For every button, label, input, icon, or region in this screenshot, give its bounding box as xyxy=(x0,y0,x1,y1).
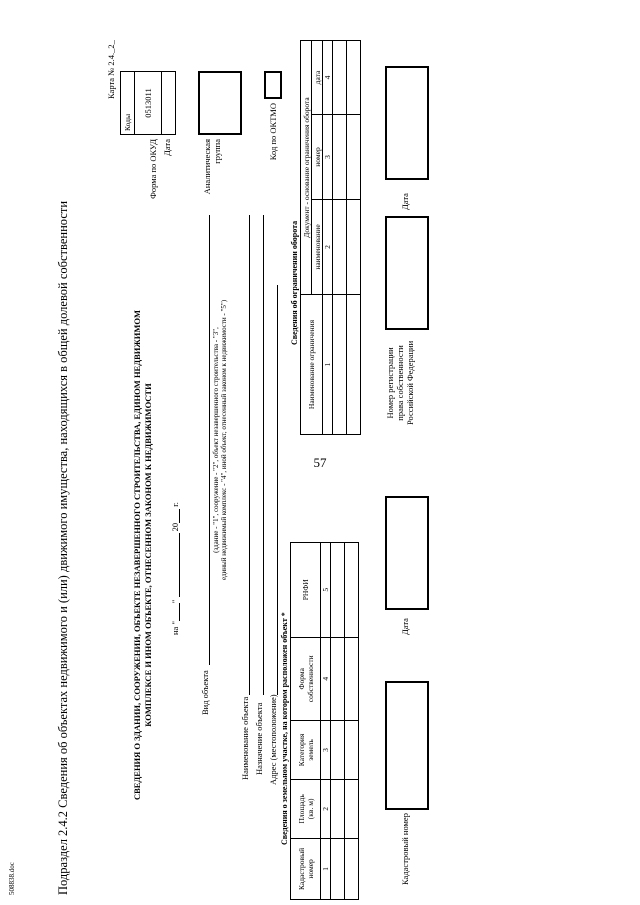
restriction-data-cell[interactable] xyxy=(333,115,347,200)
analytic-group-box[interactable] xyxy=(198,71,242,135)
restriction-doc-header: Документ - основание ограничения оборота xyxy=(301,41,312,295)
object-type-field[interactable] xyxy=(208,215,210,665)
land-data-cell[interactable] xyxy=(331,838,345,899)
land-data-cell[interactable] xyxy=(345,637,359,720)
object-type-hint-line1: (здание - "1", сооружение - "2", объект незавершенного строительства - "3", xyxy=(212,327,220,553)
land-data-cell[interactable] xyxy=(345,838,359,899)
date-prefix: на " xyxy=(170,621,180,635)
restriction-table-caption: Сведения об ограничении оборота xyxy=(290,220,299,345)
restriction-data-cell[interactable] xyxy=(333,200,347,295)
land-col-header-3: Категория земель xyxy=(291,720,321,779)
analytic-group-label-line2: группа xyxy=(212,139,222,164)
analytic-group-label xyxy=(202,139,222,215)
codes-box xyxy=(120,71,176,135)
subsection-title: Подраздел 2.4.2 Сведения об объектах недвижимого и (или) движимого имущества, находящихся в общей долевой собственности xyxy=(56,200,70,895)
cadastral-number-label: Кадастровый номер xyxy=(400,813,410,885)
restriction-doc-date-header: дата xyxy=(312,41,323,115)
land-plot-table xyxy=(290,542,359,900)
restriction-col-number: 1 xyxy=(323,295,333,435)
land-col-header-2: Площадь (кв. м) xyxy=(291,779,321,838)
land-col-number: 4 xyxy=(321,637,331,720)
restriction-data-cell[interactable] xyxy=(347,41,361,115)
date-suffix: г. xyxy=(170,502,180,507)
land-data-cell[interactable] xyxy=(331,720,345,779)
object-purpose-label: Назначение объекта xyxy=(254,702,264,775)
registration-label-line3: Российской Федерации xyxy=(405,340,415,425)
object-type-hint xyxy=(212,215,228,665)
registration-label xyxy=(385,341,415,425)
month-blank[interactable] xyxy=(170,533,180,597)
restriction-data-cell[interactable] xyxy=(333,41,347,115)
analytic-group-label-line1: Аналитическая xyxy=(202,139,212,195)
restriction-table xyxy=(300,40,361,435)
form-title-line1: СВЕДЕНИЯ О ЗДАНИИ, СООРУЖЕНИИ, ОБЪЕКТЕ НЕЗАВЕРШЕННОГО СТРОИТЕЛЬСТВА, ЕДИНОМ НЕДВИЖИМОМ xyxy=(132,309,142,801)
land-table-caption: Сведения о земельном участке, на котором расположен объект * xyxy=(280,612,289,845)
date-mid: " xyxy=(170,599,180,604)
object-name-field[interactable] xyxy=(248,215,250,695)
cadastral-number-box[interactable] xyxy=(385,681,429,810)
land-data-cell[interactable] xyxy=(345,720,359,779)
restriction-col-number: 3 xyxy=(323,115,333,200)
day-blank[interactable] xyxy=(170,603,180,621)
land-data-cell[interactable] xyxy=(345,543,359,638)
restriction-data-cell[interactable] xyxy=(347,295,361,435)
okud-value: 0513011 xyxy=(135,72,162,134)
date-code-cell[interactable] xyxy=(162,72,174,134)
land-col-number: 1 xyxy=(321,838,331,899)
year-blank[interactable] xyxy=(170,509,180,523)
land-col-number: 3 xyxy=(321,720,331,779)
restriction-data-cell[interactable] xyxy=(347,200,361,295)
restriction-doc-name-header: наименование xyxy=(312,200,323,295)
bottom-date-box-1[interactable] xyxy=(385,496,429,610)
registration-number-box[interactable] xyxy=(385,216,429,330)
page-number: 57 xyxy=(313,455,327,470)
object-type-label: Вид объекта xyxy=(200,670,210,715)
registration-label-line1: Номер регистрации xyxy=(385,347,395,419)
registration-label-line2: права собственности xyxy=(395,345,405,421)
form-title-line2: КОМПЛЕКСЕ И ИНОМ ОБЪЕКТЕ, ОТНЕСЕННОМ ЗАКОНОМ К НЕДВИЖИМОСТИ xyxy=(143,383,153,727)
oktmo-box[interactable] xyxy=(264,71,282,99)
form-title xyxy=(132,205,154,905)
land-col-number: 2 xyxy=(321,779,331,838)
object-purpose-field[interactable] xyxy=(262,215,264,695)
object-name-label: Наименование объекта xyxy=(240,696,250,780)
land-col-header-4: Форма собственности xyxy=(291,637,321,720)
footer-file-code: 508838.doc xyxy=(8,862,16,895)
address-label: Адрес (местоположение) xyxy=(268,694,278,785)
restriction-name-header: Наименование ограничения xyxy=(301,295,323,435)
land-data-cell[interactable] xyxy=(331,779,345,838)
object-type-hint-line2: единый недвижимый комплекс - "4", иной объект, отнесенный законом к недвижимости - "5") xyxy=(220,299,228,581)
restriction-col-number: 2 xyxy=(323,200,333,295)
card-number: Карта № 2.4._2_ xyxy=(106,40,116,99)
oktmo-label: Код по ОКТМО xyxy=(268,103,278,161)
restriction-col-number: 4 xyxy=(323,41,333,115)
restriction-doc-number-header: номер xyxy=(312,115,323,200)
bottom-date-box-2[interactable] xyxy=(385,66,429,180)
land-data-cell[interactable] xyxy=(345,779,359,838)
bottom-date-label-2: Дата xyxy=(400,193,410,210)
date-year: 20 xyxy=(170,522,180,532)
address-field[interactable] xyxy=(276,285,278,695)
land-data-cell[interactable] xyxy=(331,637,345,720)
restriction-data-cell[interactable] xyxy=(347,115,361,200)
land-col-header-1: Кадастровый номер xyxy=(291,838,321,899)
land-col-header-5: РНФИ xyxy=(291,543,321,638)
restriction-data-cell[interactable] xyxy=(333,295,347,435)
date-code-label: Дата xyxy=(162,139,172,156)
bottom-date-label-1: Дата xyxy=(400,618,410,635)
report-date xyxy=(170,502,180,635)
rotated-form-sheet xyxy=(0,25,630,905)
land-data-cell[interactable] xyxy=(331,543,345,638)
okud-label: Форма по ОКУД xyxy=(148,139,158,199)
land-col-number: 5 xyxy=(321,543,331,638)
codes-header: Коды xyxy=(121,72,135,134)
